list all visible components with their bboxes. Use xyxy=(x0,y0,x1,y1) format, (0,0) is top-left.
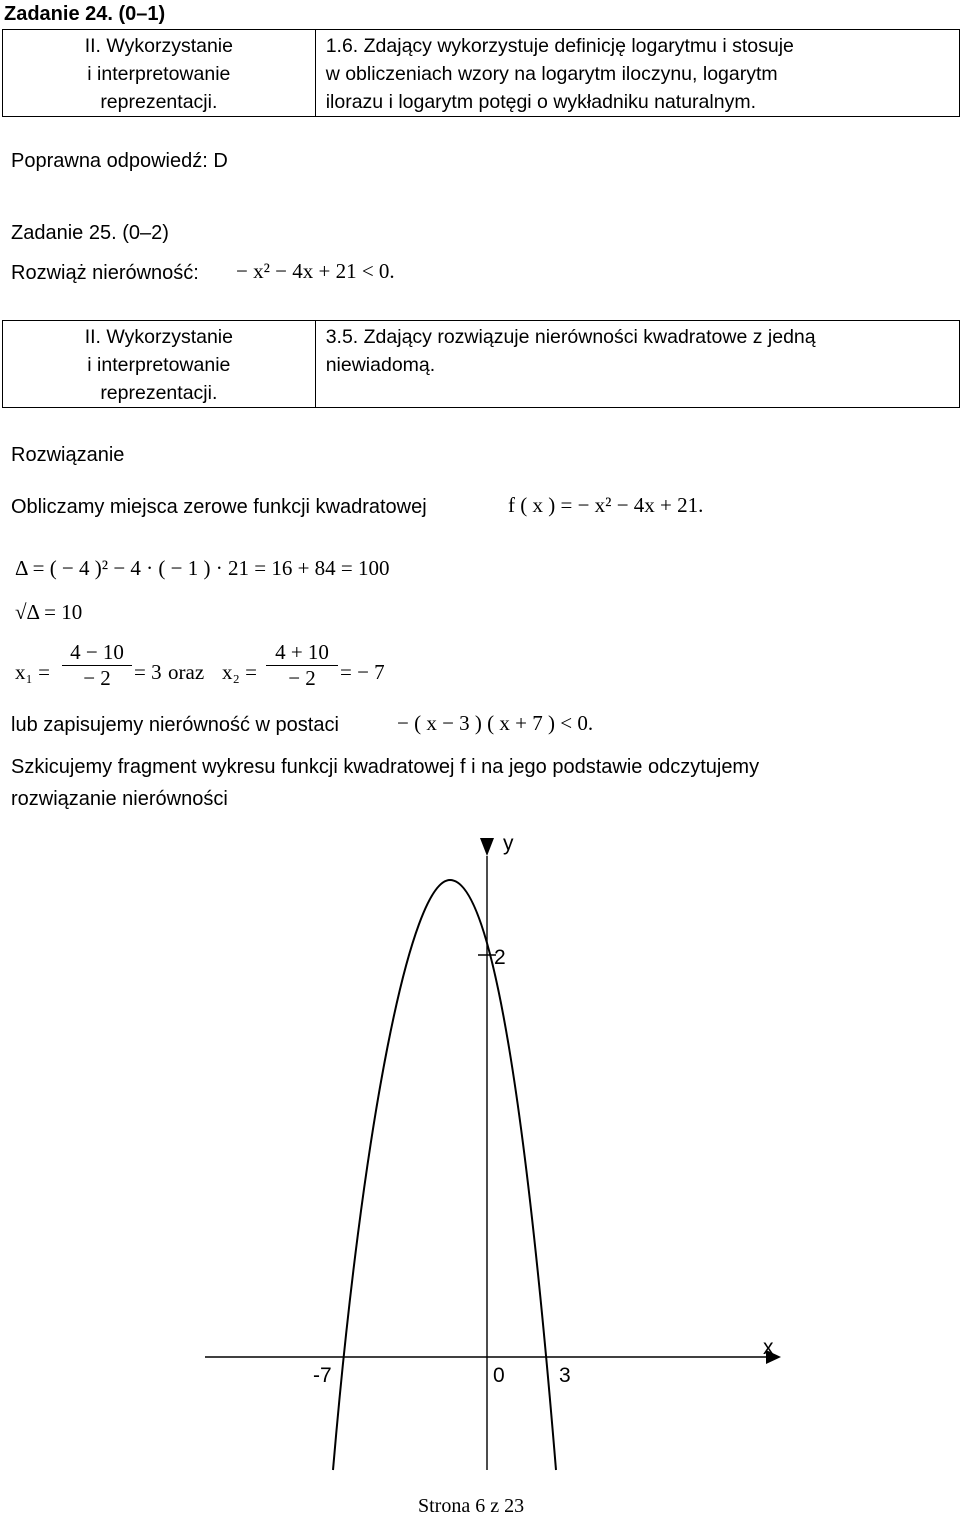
sketch-instruction-line1: Szkicujemy fragment wykresu funkcji kwadratowej f i na jego podstawie odczytujemy xyxy=(11,756,760,778)
alt-form-text: lub zapisujemy nierówność w postaci xyxy=(11,714,339,736)
sqrt-delta: √Δ = 10 xyxy=(15,600,83,624)
x-tick-label-3: 3 xyxy=(559,1364,571,1387)
task24-answer: Poprawna odpowiedź: D xyxy=(11,150,228,172)
req-line: i interpretowanie xyxy=(87,354,231,376)
x2-label: x₂ = xyxy=(222,660,257,684)
x-tick-label-minus7: -7 xyxy=(313,1364,332,1387)
alt-form-formula: − ( x − 3 ) ( x + 7 ) < 0. xyxy=(397,711,594,735)
req-line: II. Wykorzystanie xyxy=(84,35,233,57)
task25-heading: Zadanie 25. (0–2) xyxy=(11,222,169,244)
req-line: niewiadomą. xyxy=(325,354,436,376)
function-formula: f ( x ) = − x² − 4x + 21. xyxy=(508,493,704,517)
req-line: reprezentacji. xyxy=(100,91,218,113)
y-axis-arrow-icon xyxy=(480,838,494,856)
req-line: II. Wykorzystanie xyxy=(84,326,233,348)
x2-value: = − 7 xyxy=(340,660,385,684)
req-line: i interpretowanie xyxy=(87,63,231,85)
req-line: reprezentacji. xyxy=(100,382,218,404)
x1-value: = 3 xyxy=(134,660,162,684)
y-tick-label-2: 2 xyxy=(494,946,506,969)
delta-computation: Δ = ( − 4 )² − 4 · ( − 1 ) · 21 = 16 + 84 = 100 xyxy=(15,556,390,580)
oraz-word: oraz xyxy=(168,660,205,684)
x1-label: x₁ = xyxy=(15,660,50,684)
x-tick-label-0: 0 xyxy=(493,1364,505,1387)
task25-prompt: Rozwiąż nierówność: xyxy=(11,262,199,284)
req-line: 1.6. Zdający wykorzystuje definicję logarytmu i stosuje xyxy=(325,35,794,57)
y-axis-label: y xyxy=(503,832,514,855)
req-line: w obliczeniach wzory na logarytm iloczynu, logarytm xyxy=(325,63,778,85)
solution-zeros-text: Obliczamy miejsca zerowe funkcji kwadratowej xyxy=(11,496,427,518)
req-line: ilorazu i logarytm potęgi o wykładniku naturalnym. xyxy=(325,91,756,113)
task24-heading: Zadanie 24. (0–1) xyxy=(4,3,166,25)
x1-numerator: 4 − 10 xyxy=(70,640,124,664)
x2-numerator: 4 + 10 xyxy=(275,640,329,664)
task25-inequality: − x² − 4x + 21 < 0. xyxy=(236,259,395,283)
x2-denominator: − 2 xyxy=(288,666,316,690)
req-line: 3.5. Zdający rozwiązuje nierówności kwadratowe z jedną xyxy=(325,326,816,348)
x-axis-label: x xyxy=(763,1336,774,1359)
parabola-curve xyxy=(333,880,556,1470)
solution-heading: Rozwiązanie xyxy=(11,444,125,466)
sketch-instruction-line2: rozwiązanie nierówności xyxy=(11,788,228,810)
x1-denominator: − 2 xyxy=(83,666,111,690)
page-number: Strona 6 z 23 xyxy=(418,1495,525,1517)
